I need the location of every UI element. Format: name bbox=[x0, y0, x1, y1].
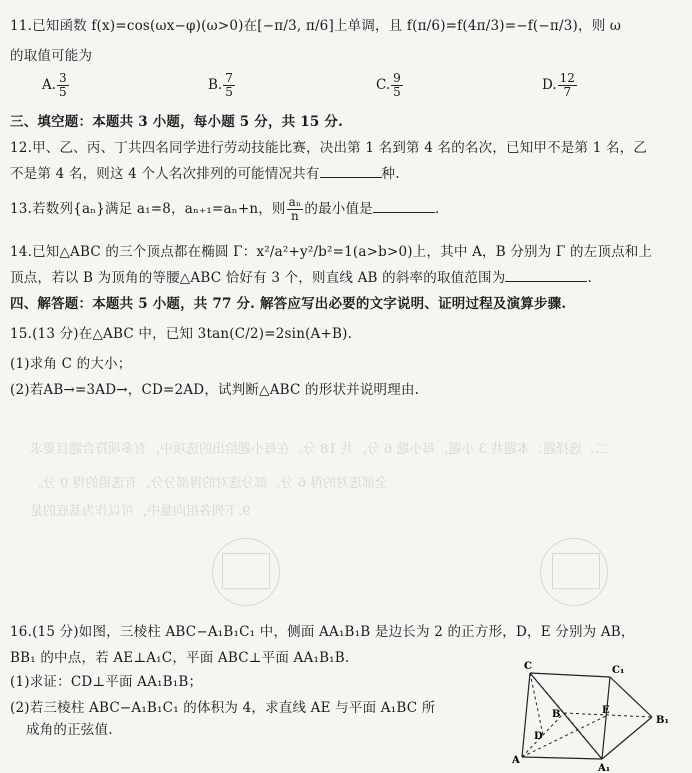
bleed-through-text: 全部选对的得 6 分，部分选对的得部分分，有选错的得 0 分。 bbox=[30, 476, 389, 491]
label-e: E bbox=[602, 705, 610, 716]
q11-stem: 11.已知函数 f(x)=cos(ωx−φ)(ω>0)在[−π/3, π/6]上单调，且 f(π/6)=f(4π/3)=−f(−π/3)，则 ω bbox=[10, 18, 622, 34]
label-c: C bbox=[524, 661, 532, 672]
label-a: A bbox=[512, 755, 520, 766]
bleed-through-text: 9.下列各组向量中，可以作为基底的是 bbox=[30, 504, 251, 519]
q11-option-c: C. $\frac{9}{5}$ bbox=[376, 71, 401, 99]
q14-line2: 顶点，若以 B 为顶角的等腰△ABC 恰好有 3 个，则直线 AB 的斜率的取值范围为 . bbox=[10, 266, 592, 286]
q14-answer-blank[interactable] bbox=[505, 267, 587, 282]
q14-line1: 14.已知△ABC 的三个顶点都在椭圆 Γ：x²/a²+y²/b²=1(a>b>0)上，其中 A，B 分别为 Γ 的左顶点和上 bbox=[10, 244, 653, 260]
edge-c1-a1 bbox=[602, 677, 610, 759]
edge-c-a bbox=[522, 673, 530, 757]
edge-a-a1 bbox=[522, 757, 602, 759]
label-b1: B₁ bbox=[656, 715, 669, 726]
q16-part1: (1)求证：CD⊥平面 AA₁B₁B； bbox=[10, 674, 203, 690]
section-3-heading: 三、填空题：本题共 3 小题，每小题 5 分，共 15 分. bbox=[10, 114, 343, 130]
q15-part2: (2)若AB→=3AD→，CD=2AD，试判断△ABC 的形状并说明理由. bbox=[10, 382, 420, 398]
label-b: B bbox=[552, 709, 561, 720]
q16-line1: 16.(15 分)如图，三棱柱 ABC−A₁B₁C₁ 中，侧面 AA₁B₁B 是边长为 2 的正方形，D，E 分别为 AB， bbox=[10, 624, 635, 640]
bleed-through-rect bbox=[552, 553, 600, 589]
q16-part2-cont: 成角的正弦值. bbox=[26, 722, 113, 738]
q16-line2: BB₁ 的中点，若 AE⊥A₁C，平面 ABC⊥平面 AA₁B₁B. bbox=[10, 650, 350, 666]
q11-option-b: B. $\frac{7}{5}$ bbox=[208, 71, 233, 99]
edge-c-c1 bbox=[530, 673, 610, 677]
q16-part2: (2)若三棱柱 ABC−A₁B₁C₁ 的体积为 4，求直线 AE 与平面 A₁BC 所 bbox=[10, 700, 436, 716]
edge-a1-b1 bbox=[602, 717, 652, 759]
q11-option-d: D. $\frac{12}{7}$ bbox=[542, 71, 575, 99]
q13-answer-blank[interactable] bbox=[373, 198, 435, 213]
prism-figure bbox=[504, 655, 684, 773]
q11-stem-cont: 的取值可能为 bbox=[10, 48, 93, 64]
edge-c1-b1 bbox=[610, 677, 652, 717]
q15-stem: 15.(13 分)在△ABC 中，已知 3tan(C/2)=2sin(A+B). bbox=[10, 326, 353, 342]
label-c1: C₁ bbox=[612, 665, 625, 676]
hidden-edge-c-b bbox=[530, 673, 564, 713]
label-d: D bbox=[534, 731, 543, 742]
q12-line2: 不是第 4 名，则这 4 个人名次排列的可能情况共有 种. bbox=[10, 162, 400, 182]
hidden-edge-c-d bbox=[530, 673, 543, 735]
section-4-heading: 四、解答题：本题共 5 小题，共 77 分. 解答应写出必要的文字说明、证明过程及演算步骤. bbox=[10, 296, 567, 312]
q13-stem: 13.若数列{aₙ}满足 a₁=8，aₙ₊₁=aₙ+n，则 $\frac{\text{aₙ}}{n}$ 的最小值是 . bbox=[10, 195, 440, 223]
q11-option-a: A. $\frac{3}{5}$ bbox=[42, 71, 67, 99]
q12-answer-blank[interactable] bbox=[320, 163, 382, 178]
bleed-through-rect bbox=[222, 553, 270, 589]
q12-line1: 12.甲、乙、丙、丁共四名同学进行劳动技能比赛，决出第 1 名到第 4 名的名次，已知甲不是第 1 名，乙 bbox=[10, 140, 648, 156]
bleed-through-text: 二、选择题：本题共 3 小题，每小题 6 分，共 18 分。在每小题给出的选项中，有多项符合题目要求 bbox=[30, 442, 608, 457]
q15-part1: (1)求角 C 的大小； bbox=[10, 356, 132, 372]
label-a1: A₁ bbox=[598, 763, 611, 773]
